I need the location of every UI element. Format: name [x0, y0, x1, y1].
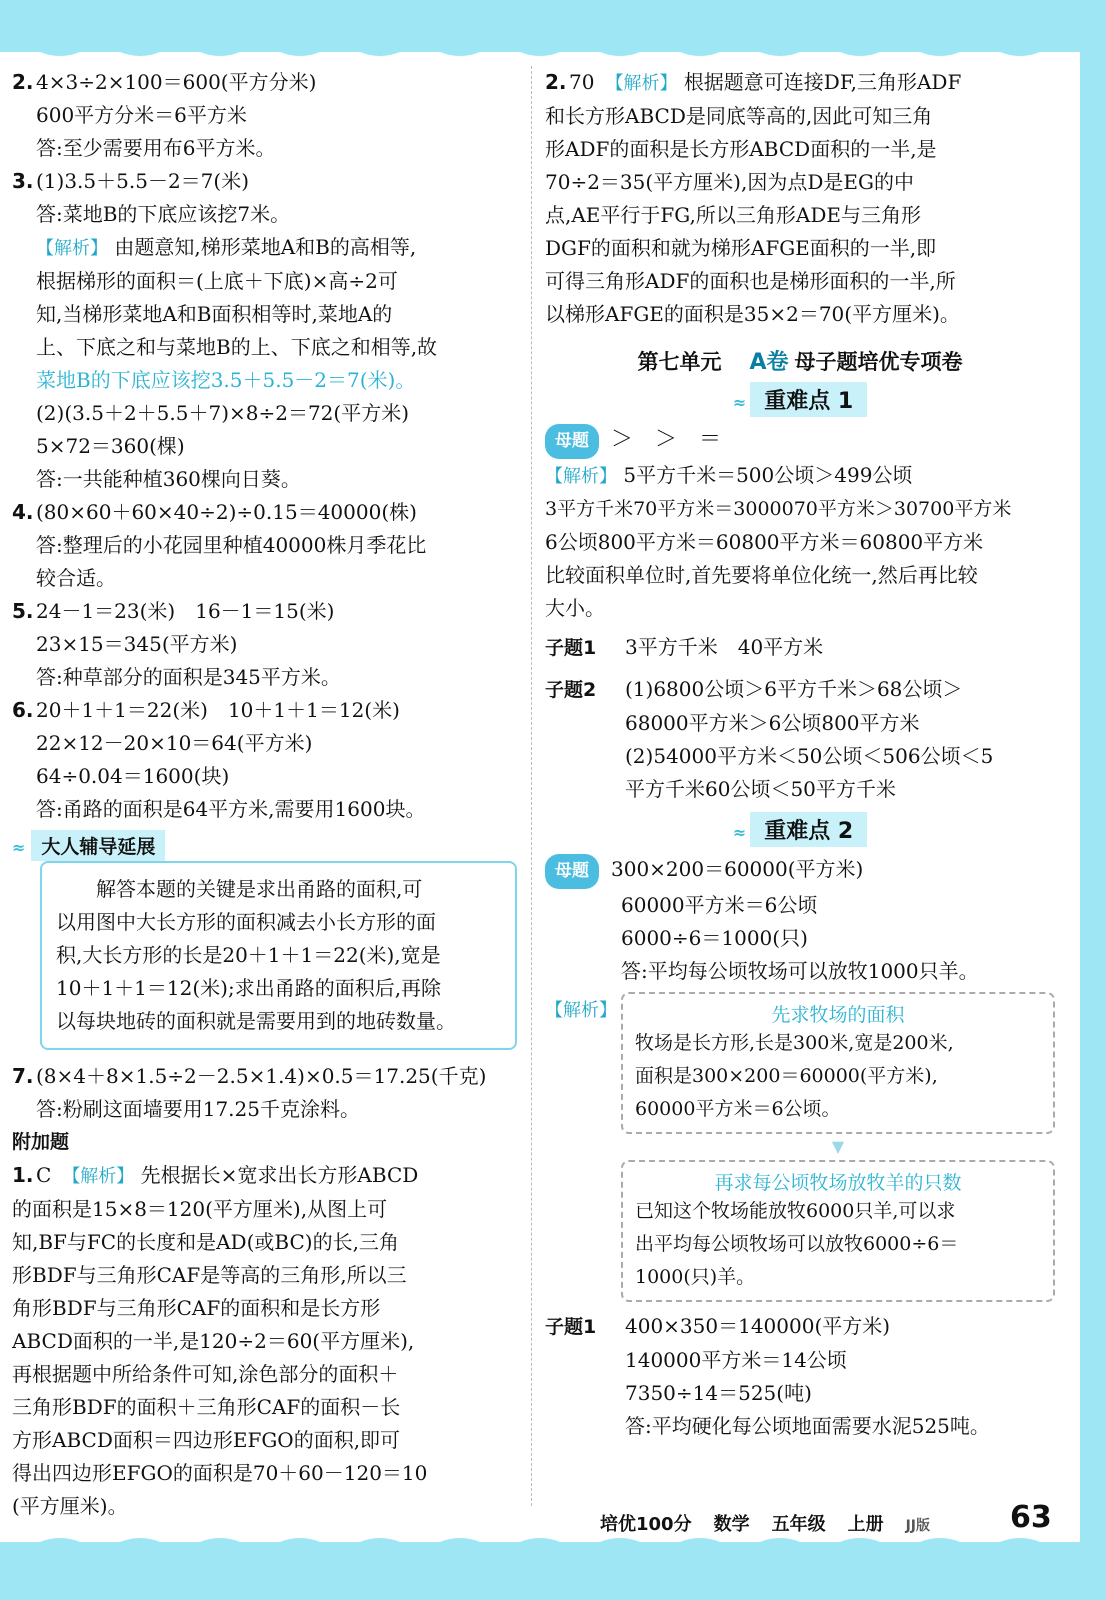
step-1-box	[621, 992, 1055, 1134]
answer-line: 答:平均硬化每公顷地面需要水泥525吨。	[625, 1414, 990, 1438]
left-column	[12, 66, 517, 1523]
analysis-line: 再根据题中所给条件可知,涂色部分的面积＋	[12, 1362, 399, 1386]
analysis-line: 可得三角形ADF的面积也是梯形面积的一半,所	[545, 269, 956, 293]
bottom-wave-decor	[0, 1534, 1106, 1550]
highlighted-line: 菜地B的下底应该挖3.5＋5.5－2＝7(米)。	[36, 368, 416, 392]
bottom-decor-band	[0, 1542, 1106, 1600]
analysis-line: (平方厘米)。	[12, 1494, 128, 1518]
step-line: 出平均每公顷牧场可以放牧6000÷6＝	[635, 1233, 959, 1255]
answer-line: 64÷0.04＝1600(块)	[36, 764, 230, 788]
tutor-box-title: 大人辅导延展	[31, 830, 165, 861]
step-line: 面积是300×200＝60000(平方米),	[635, 1065, 938, 1087]
extra-answer-2: 2. 70 【解析】 根据题意可连接DF,三角形ADF	[545, 70, 962, 94]
sub-question-label: 子题2	[545, 679, 597, 701]
wavy-icon: ≈	[732, 393, 747, 412]
analysis-line: 根据梯形的面积＝(上底＋下底)×高÷2可	[36, 269, 398, 293]
mother-question-badge: 母题	[545, 854, 599, 889]
answer-line: 答:菜地B的下底应该挖7米。	[36, 202, 291, 226]
tutor-line: 解答本题的关键是求出甬路的面积,可	[96, 877, 423, 901]
mother-question-2: 母题 300×200＝60000(平方米)	[545, 853, 1055, 889]
answer-5: 5. 24－1＝23(米) 16－1＝15(米)	[12, 599, 335, 623]
column-divider	[531, 66, 532, 1506]
analysis-line: 3平方千米70平方米＝3000070平方米＞30700平方米	[545, 498, 1012, 520]
footer-subject: 数学	[713, 1514, 750, 1535]
answer-line: 600平方分米＝6平方米	[36, 103, 247, 127]
page-footer	[600, 1510, 952, 1536]
analysis-line: 【解析】 由题意知,梯形菜地A和B的高相等,	[36, 235, 417, 259]
analysis-line: 大小。	[545, 596, 605, 620]
answer-line: (2)(3.5＋2＋5.5＋7)×8÷2＝72(平方米)	[36, 401, 410, 425]
analysis-line: 以梯形AFGE的面积是35×2＝70(平方厘米)。	[545, 302, 960, 326]
answer-line: 23×15＝345(平方米)	[36, 632, 238, 656]
right-decor-band	[1080, 0, 1106, 1600]
answer-line: 答:整理后的小花园里种植40000株月季花比	[36, 533, 427, 557]
analysis-tag: 【解析】	[545, 1000, 617, 1021]
step-line: 牧场是长方形,长是300米,宽是200米,	[635, 1032, 954, 1054]
analysis-line: 70÷2＝35(平方厘米),因为点D是EG的中	[545, 170, 914, 194]
answer-line: 7350÷14＝525(吨)	[625, 1381, 812, 1405]
wavy-icon: ≈	[732, 823, 747, 842]
analysis-tag: 【解析】	[36, 238, 108, 259]
analysis-tag: 【解析】	[545, 466, 617, 487]
answer-line: 平方千米60公顷＜50平方千米	[625, 777, 896, 801]
analysis-line: 知,BF与FC的长度和是AD(或BC)的长,三角	[12, 1230, 399, 1254]
footer-grade: 五年级	[771, 1514, 826, 1535]
answer-7: 7. (8×4＋8×1.5÷2－2.5×1.4)×0.5＝17.25(千克)	[12, 1064, 487, 1088]
footer-brand: 培优100分	[600, 1514, 692, 1535]
answer-3: 3. (1)3.5＋5.5－2＝7(米)	[12, 169, 249, 193]
sub-question-3: 子题1 400×350＝140000(平方米)	[545, 1310, 1055, 1344]
key-point-2-heading: ≈ 重难点 2	[545, 812, 1055, 847]
tutor-line: 以每块地砖的面积就是需要用到的地砖数量。	[56, 1009, 456, 1033]
mother-question-badge: 母题	[545, 424, 599, 459]
answer-line: 6000÷6＝1000(只)	[621, 926, 808, 950]
analysis-line: 上、下底之和与菜地B的上、下底之和相等,故	[36, 335, 438, 359]
answer-line: 60000平方米＝6公顷	[621, 893, 818, 917]
step-1-title: 先求牧场的面积	[771, 1004, 905, 1026]
footer-edition: JJ版	[905, 1518, 930, 1534]
analysis-tag: 【解析】	[614, 73, 678, 94]
answer-line: 68000平方米＞6公顷800平方米	[625, 711, 920, 735]
tutor-line: 以用图中大长方形的面积减去小长方形的面	[56, 910, 436, 934]
analysis-tag: 【解析】	[71, 1166, 135, 1187]
sub-question-label: 子题1	[545, 637, 597, 659]
answer-2: 2. 4×3÷2×100＝600(平方分米)	[12, 70, 317, 94]
right-column	[545, 66, 1055, 1443]
step-line: 1000(只)羊。	[635, 1266, 756, 1288]
answer-line: 答:种草部分的面积是345平方米。	[36, 665, 341, 689]
analysis-flow	[545, 992, 1055, 1302]
tutor-line: 积,大长方形的长是20＋1＋1＝22(米),宽是	[56, 943, 441, 967]
unit-heading: 第七单元 A卷 母子题培优专项卷	[637, 350, 963, 375]
step-2-title: 再求每公顷牧场放牧羊的只数	[714, 1172, 962, 1194]
top-wave-decor	[0, 44, 1106, 60]
step-line: 已知这个牧场能放牧6000只羊,可以求	[635, 1200, 956, 1222]
mother-question-1: 母题 ＞ ＞ ＝	[545, 423, 1055, 459]
answer-4: 4. (80×60＋60×40÷2)÷0.15＝40000(株)	[12, 500, 417, 524]
analysis-line: 和长方形ABCD是同底等高的,因此可知三角	[545, 104, 933, 128]
extra-section-title: 附加题	[12, 1131, 70, 1153]
analysis-line: 三角形BDF的面积＋三角形CAF的面积－长	[12, 1395, 401, 1419]
analysis-line: 的面积是15×8＝120(平方厘米),从图上可	[12, 1197, 388, 1221]
analysis-line: 【解析】 5平方千米＝500公顷＞499公顷	[545, 463, 913, 487]
answer-line: 5×72＝360(棵)	[36, 434, 185, 458]
answer-line: 140000平方米＝14公顷	[625, 1348, 847, 1372]
step-2-box	[621, 1160, 1055, 1302]
answer-line: 答:至少需要用布6平方米。	[36, 136, 276, 160]
analysis-line: 角形BDF与三角形CAF的面积和是长方形	[12, 1296, 381, 1320]
answer-6: 6. 20＋1＋1＝22(米) 10＋1＋1＝12(米)	[12, 698, 400, 722]
analysis-line: ABCD面积的一半,是120÷2＝60(平方厘米),	[12, 1329, 415, 1353]
sub-question-2: 子题2 (1)6800公顷＞6平方千米＞68公顷＞	[545, 673, 1055, 707]
sub-question-label: 子题1	[545, 1316, 597, 1338]
analysis-line: DGF的面积和就为梯形AFGE面积的一半,即	[545, 236, 937, 260]
analysis-line: 形ADF的面积是长方形ABCD面积的一半,是	[545, 137, 937, 161]
answer-line: 答:甬路的面积是64平方米,需要用1600块。	[36, 797, 426, 821]
analysis-line: 比较面积单位时,首先要将单位化统一,然后再比较	[545, 563, 978, 587]
step-line: 60000平方米＝6公顷。	[635, 1098, 841, 1120]
answer-line: 较合适。	[36, 566, 116, 590]
tutor-box	[40, 861, 517, 1050]
analysis-line: 知,当梯形菜地A和B面积相等时,菜地A的	[36, 302, 393, 326]
extra-answer-1: 1. C 【解析】 先根据长×宽求出长方形ABCD	[12, 1163, 419, 1187]
analysis-line: 形BDF与三角形CAF是等高的三角形,所以三	[12, 1263, 407, 1287]
analysis-line: 得出四边形EFGO的面积是70＋60－120＝10	[12, 1461, 428, 1485]
answer-line: (2)54000平方米＜50公顷＜506公顷＜5	[625, 744, 994, 768]
footer-term: 上册	[847, 1514, 884, 1535]
page-number: 63	[1010, 1500, 1052, 1535]
analysis-line: 点,AE平行于FG,所以三角形ADE与三角形	[545, 203, 921, 227]
down-arrow-icon: ▼	[831, 1137, 845, 1156]
answer-line: 答:平均每公顷牧场可以放牧1000只羊。	[621, 959, 979, 983]
sub-question-1: 子题1 3平方千米 40平方米	[545, 631, 1055, 665]
tutor-line: 10＋1＋1＝12(米);求出甬路的面积后,再除	[56, 976, 442, 1000]
answer-line: 答:粉刷这面墙要用17.25千克涂料。	[36, 1097, 360, 1121]
analysis-line: 6公顷800平方米＝60800平方米＝60800平方米	[545, 530, 984, 554]
key-point-1-heading: ≈ 重难点 1	[545, 382, 1055, 417]
tutor-box-header	[12, 830, 517, 861]
answer-line: 答:一共能种植360棵向日葵。	[36, 467, 301, 491]
wavy-icon: ≈	[12, 838, 26, 857]
answer-line: 22×12－20×10＝64(平方米)	[36, 731, 313, 755]
analysis-line: 方形ABCD面积＝四边形EFGO的面积,即可	[12, 1428, 401, 1452]
